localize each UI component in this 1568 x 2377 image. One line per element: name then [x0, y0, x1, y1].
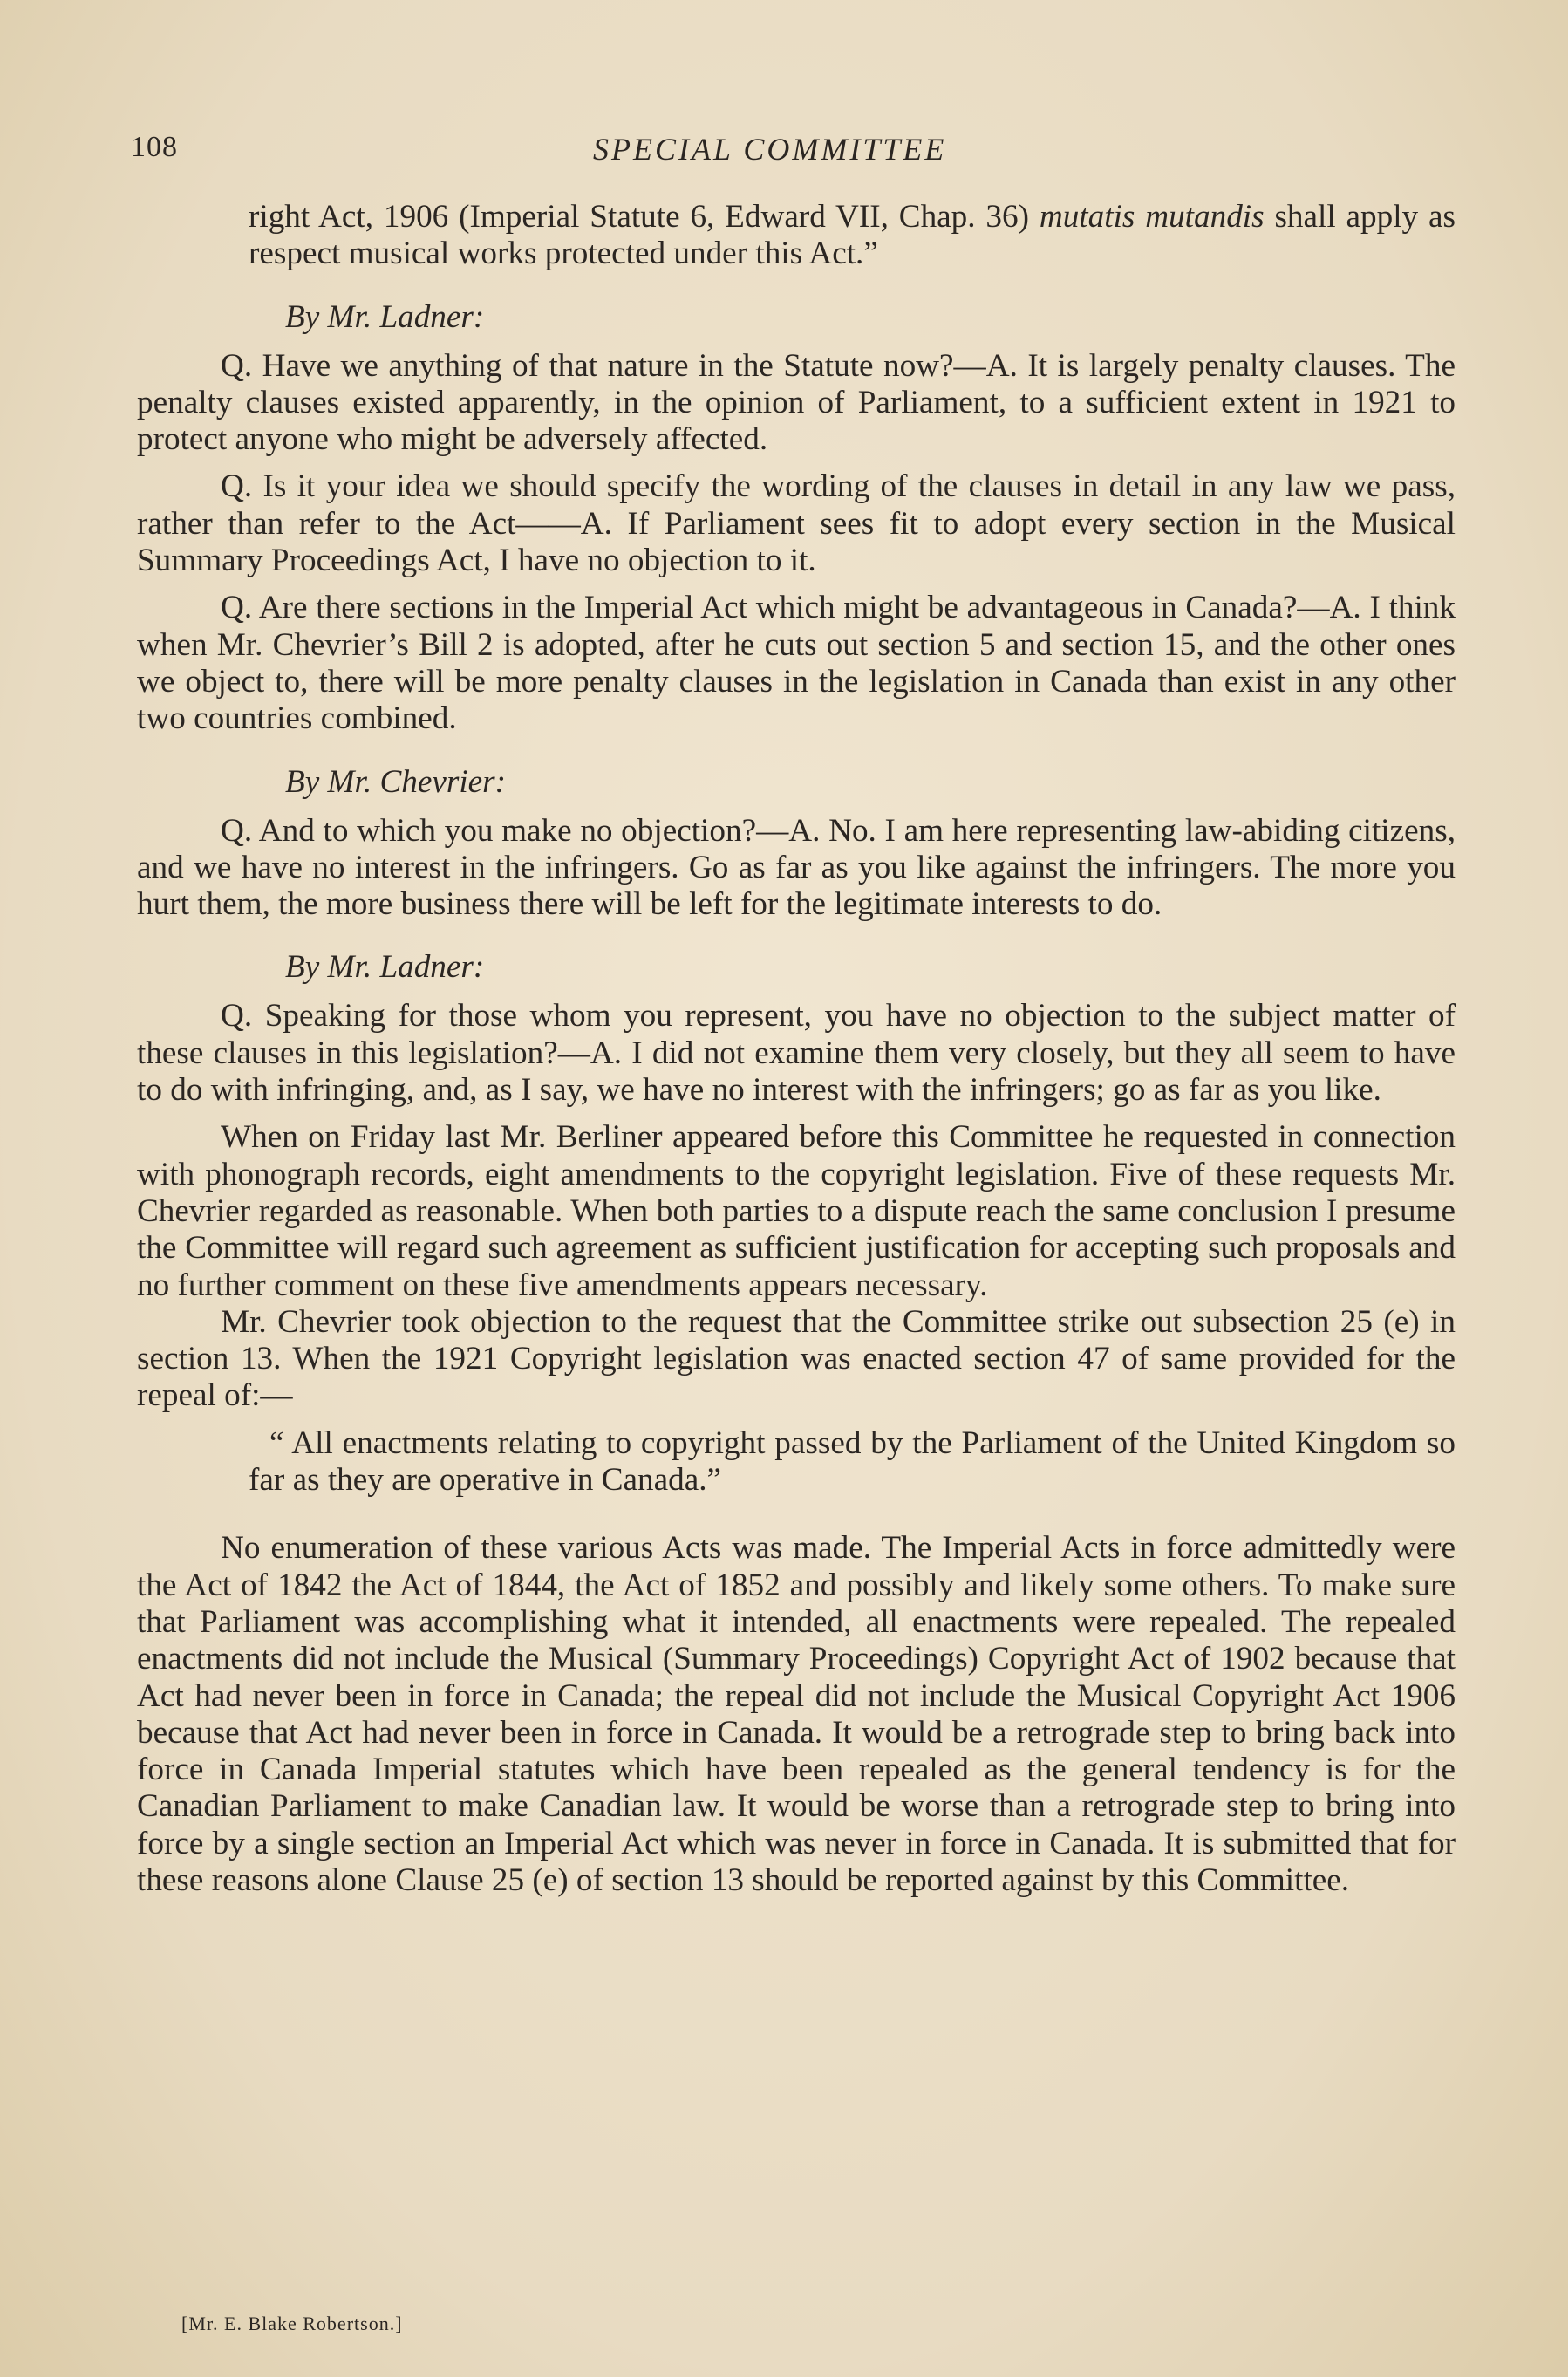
page-number: 108: [131, 131, 178, 163]
paragraph: No enumeration of these various Acts was made. The Imperial Acts in force admittedly were the Act of 1842 the Act of 1844, the Act of 1852 and possibly and likely some others. To make sure that Parliament was accomplishing what it intended, all enactments were repealed. The repealed enactments did not include the Musical (Summary Proceedings) Copyright Act of 1902 because that Act had never been in force in Canada; the repeal did not include the Musical Copyright Act 1906 because that Act had never been in force in Canada. It would be a retrograde step to bring back into force in Canada Imperial statutes which have been repealed as the general tendency is for the Canadian Parliament to make Canadian law. It would be worse than a retrograde step to bring into force by a single section an Imperial Act which was never in force in Canada. It is submitted that for these reasons alone Clause 25 (e) of section 13 should be reported against by this Committee.: [137, 1530, 1456, 1898]
quote-text: “ All enactments relating to copyright passed by the Parliament of the United Kingdom so far as they are operative in Canada.”: [249, 1424, 1456, 1499]
question-answer: Q. Speaking for those whom you represent, you have no objection to the subject matter of these clauses in this legislation?—A. I did not examine them very closely, but they all seem to have to do with infringing, and, as I say, we have no interest with the infringers; go as far as you like.: [137, 998, 1456, 1109]
question-answer: Q. Is it your idea we should specify the wording of the clauses in detail in any law we pass, rather than refer to the Act——A. If Parliament sees fit to adopt every section in the Musical Summary Proceedings Act, I have no objection to it.: [137, 468, 1456, 579]
question-answer: Q. Have we anything of that nature in the Statute now?—A. It is largely penalty clauses. The penalty clauses existed apparently, in the opinion of Parliament, to a sufficient extent in 1921 to protect anyone who might be adversely affected.: [137, 347, 1456, 458]
page-body: [137, 199, 1456, 1899]
running-head: SPECIAL COMMITTEE: [593, 132, 947, 167]
speaker-heading: By Mr. Ladner:: [285, 949, 485, 986]
speaker-heading: By Mr. Ladner:: [285, 298, 485, 335]
paragraph: When on Friday last Mr. Berliner appeared before this Committee he requested in connection with phonograph records, eight amendments to the copyright legislation. Five of these requests Mr. Chevrier regarded as reasonable. When both parties to a dispute reach the same conclusion I presume the Committee will regard such agreement as sufficient justification for accepting such proposals and no further comment on these five amendments appears necessary.: [137, 1119, 1456, 1303]
page-header: [131, 131, 1439, 174]
speaker-heading: By Mr. Chevrier:: [285, 763, 507, 800]
paragraph: Mr. Chevrier took objection to the request that the Committee strike out subsection 25 (e) in section 13. When the 1921 Copyright legislation was enacted section 47 of same provided for the repeal of:—: [137, 1303, 1456, 1414]
paragraph-continued: right Act, 1906 (Imperial Statute 6, Edward VII, Chap. 36) mutatis mutandis shall apply as respect musical works protected under this Act.”: [249, 199, 1456, 272]
footer-speaker-note: [Mr. E. Blake Robertson.]: [181, 2312, 403, 2334]
question-answer: Q. And to which you make no objection?—A. No. I am here representing law-abiding citizens, and we have no interest in the infringers. Go as far as you like against the infringers. The more you hurt them, the more business there will be left for the legitimate interests to do.: [137, 812, 1456, 923]
continued-quote: [137, 199, 1456, 273]
block-quote: [137, 1425, 1456, 1499]
question-answer: Q. Are there sections in the Imperial Act which might be advantageous in Canada?—A. I think when Mr. Chevrier’s Bill 2 is adopted, after he cuts out section 5 and section 15, and the other ones we object to, there will be more penalty clauses in the legislation in Canada than exist in any other two countries combined.: [137, 590, 1456, 737]
italic-phrase: mutatis mutandis: [1039, 199, 1265, 235]
